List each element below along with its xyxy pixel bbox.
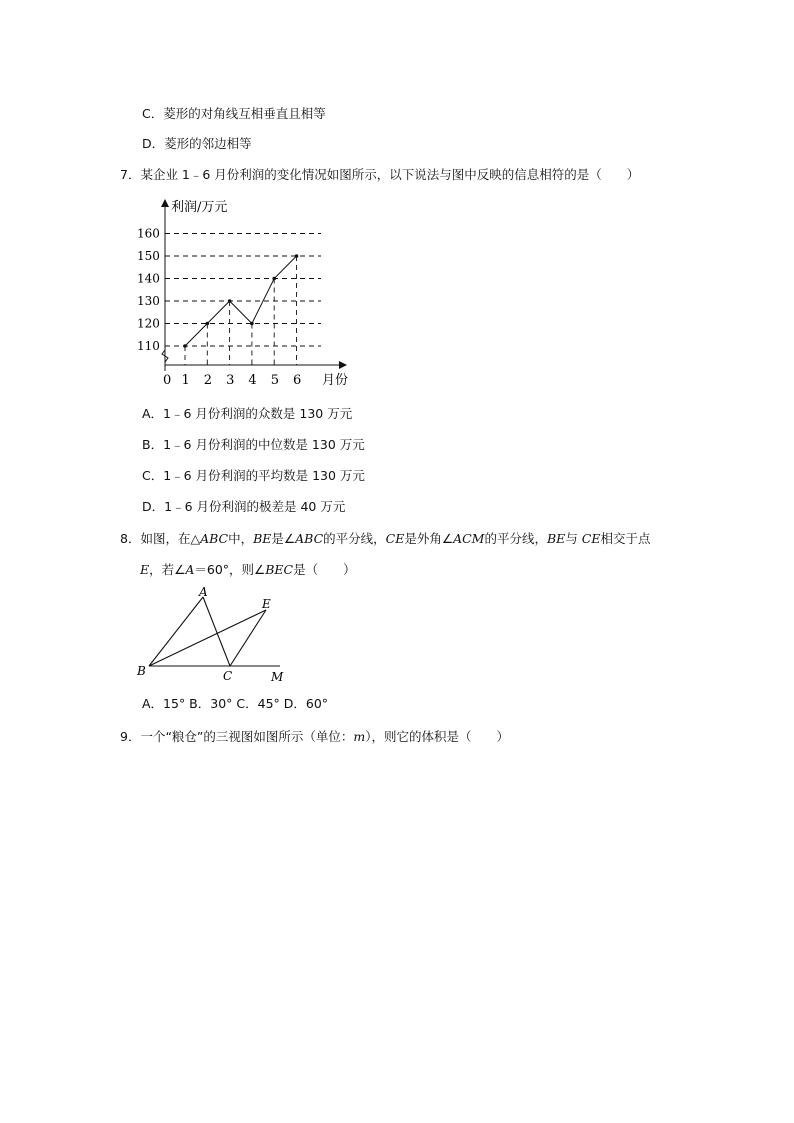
data-point-month-1	[183, 344, 187, 348]
x-tick-label: 2	[203, 373, 213, 388]
x-tick-label: 4	[248, 373, 257, 388]
q9-stem: 9．一个“粮仓”的三视图如图所示（单位：m），则它的体积是（ ）	[120, 729, 510, 744]
y-tick-label: 120	[137, 316, 160, 331]
data-point-month-4	[250, 322, 254, 326]
q8-stem-line1: 8．如图，在△ABC中，BE是∠ABC的平分线，CE是外角∠ACM的平分线，BE与 CE相交于点	[120, 531, 651, 546]
point-label-e: E	[262, 597, 271, 611]
segment-ab	[149, 597, 203, 666]
x-tick-label: 5	[270, 373, 279, 388]
profit-line-chart	[135, 195, 365, 390]
q7-option-b: B．1﹣6 月份利润的中位数是 130 万元	[142, 437, 365, 452]
x-tick-label: 3	[226, 373, 235, 388]
segment-ac	[203, 597, 230, 666]
data-point-month-5	[272, 277, 276, 281]
q8-options: A．15° B．30° C．45° D．60°	[142, 696, 329, 711]
q7-option-c: C．1﹣6 月份利润的平均数是 130 万元	[142, 468, 365, 483]
q7-option-a: A．1﹣6 月份利润的众数是 130 万元	[142, 406, 353, 421]
point-label-c: C	[223, 669, 233, 683]
y-tick-label: 130	[137, 294, 160, 308]
y-tick-label: 150	[137, 249, 160, 263]
y-tick-label: 110	[137, 339, 160, 353]
x-tick-label: 1	[181, 373, 190, 388]
data-point-month-2	[206, 322, 210, 326]
q6-option-c: C．菱形的对角线互相垂直且相等	[142, 106, 326, 121]
q7-option-d: D．1﹣6 月份利润的极差是 40 万元	[142, 499, 346, 514]
x-axis-label: 月份	[322, 373, 349, 388]
y-tick-label: 140	[137, 271, 160, 286]
point-label-a: A	[199, 585, 208, 599]
origin-label: 0	[163, 373, 172, 388]
x-tick-label: 6	[293, 373, 302, 388]
triangle-figure	[135, 585, 295, 685]
q6-option-d: D．菱形的邻边相等	[142, 136, 252, 151]
q7-stem: 7．某企业 1﹣6 月份利润的变化情况如图所示，以下说法与图中反映的信息相符的是（ ）	[120, 167, 640, 182]
data-point-month-3	[228, 299, 232, 303]
y-tick-label: 160	[137, 226, 160, 241]
point-label-m: M	[271, 670, 284, 684]
data-point-month-6	[295, 254, 299, 258]
point-label-b: B	[137, 664, 146, 678]
y-axis-label: 利润/万元	[171, 200, 228, 215]
q8-stem-line2: E，若∠A＝60°，则∠BEC是（ ）	[140, 562, 356, 577]
